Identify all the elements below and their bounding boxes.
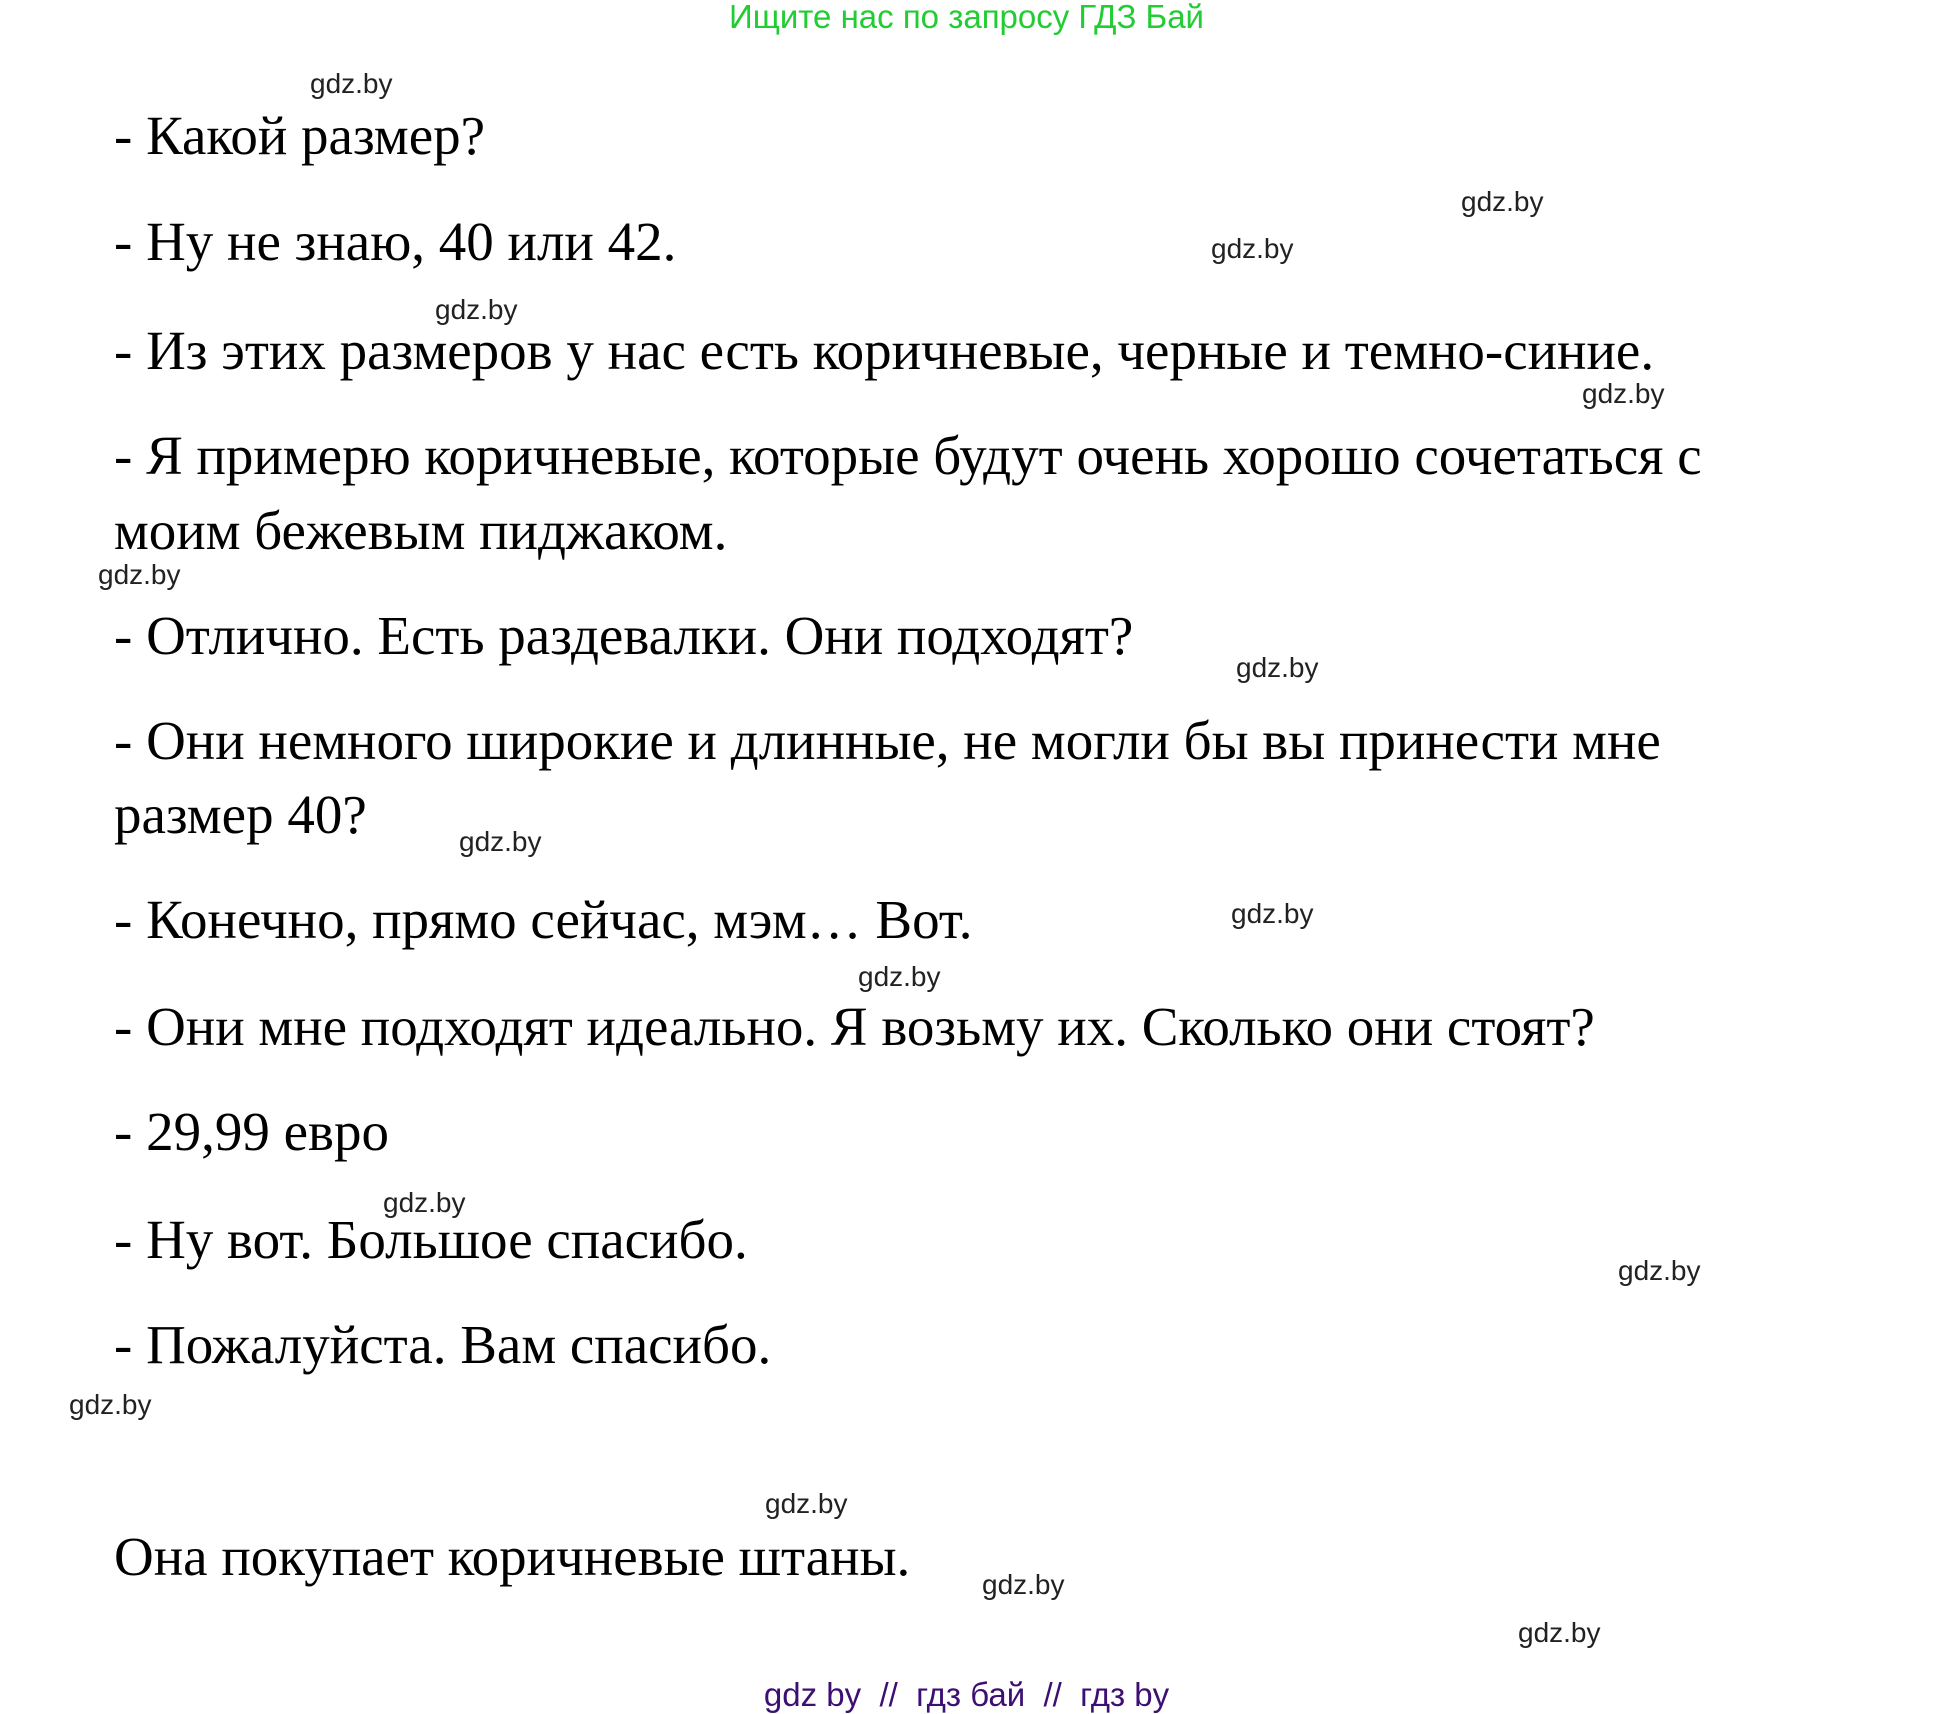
- watermark: gdz.by: [435, 294, 518, 325]
- dialogue-line: - Из этих размеров у нас есть коричневые, черные и темно-синие.: [114, 320, 1655, 381]
- dialogue-line: - Ну не знаю, 40 или 42.: [114, 211, 677, 272]
- promo-banner: Ищите нас по запросу ГДЗ Бай: [729, 0, 1204, 35]
- watermark: gdz.by: [1518, 1617, 1601, 1648]
- watermark: gdz.by: [1461, 186, 1544, 217]
- watermark: gdz.by: [982, 1569, 1065, 1600]
- dialogue-line: - Ну вот. Большое спасибо.: [114, 1209, 748, 1270]
- watermark: gdz.by: [98, 559, 181, 590]
- conclusion-line: Она покупает коричневые штаны.: [114, 1526, 911, 1587]
- dialogue-line: - Пожалуйста. Вам спасибо.: [114, 1314, 772, 1375]
- watermark: gdz.by: [383, 1187, 466, 1218]
- dialogue-line: - Какой размер?: [114, 105, 486, 166]
- dialogue-line: - Конечно, прямо сейчас, мэм… Вот.: [114, 889, 973, 950]
- footer-links: gdz by // гдз бай // гдз by: [763, 1676, 1170, 1713]
- watermark: gdz.by: [1211, 233, 1294, 264]
- watermark: gdz.by: [765, 1488, 848, 1519]
- watermark: gdz.by: [1618, 1255, 1701, 1286]
- watermark: gdz.by: [858, 961, 941, 992]
- watermark: gdz.by: [1231, 898, 1314, 929]
- watermark: gdz.by: [69, 1389, 152, 1420]
- dialogue-line: - 29,99 евро: [114, 1101, 389, 1162]
- dialogue-line: - Я примерю коричневые, которые будут очень хорошо сочетаться с: [114, 425, 1702, 486]
- dialogue-line: - Отлично. Есть раздевалки. Они подходят?: [114, 605, 1134, 666]
- dialogue-line: - Они немного широкие и длинные, не могли бы вы принести мне: [114, 710, 1661, 771]
- watermark: gdz.by: [1236, 652, 1319, 683]
- dialogue-line: размер 40?: [114, 784, 367, 845]
- watermark: gdz.by: [1582, 378, 1665, 409]
- watermark: gdz.by: [459, 826, 542, 857]
- watermark: gdz.by: [310, 68, 393, 99]
- dialogue-line: - Они мне подходят идеально. Я возьму их. Сколько они стоят?: [114, 996, 1595, 1057]
- dialogue-line: моим бежевым пиджаком.: [114, 500, 728, 561]
